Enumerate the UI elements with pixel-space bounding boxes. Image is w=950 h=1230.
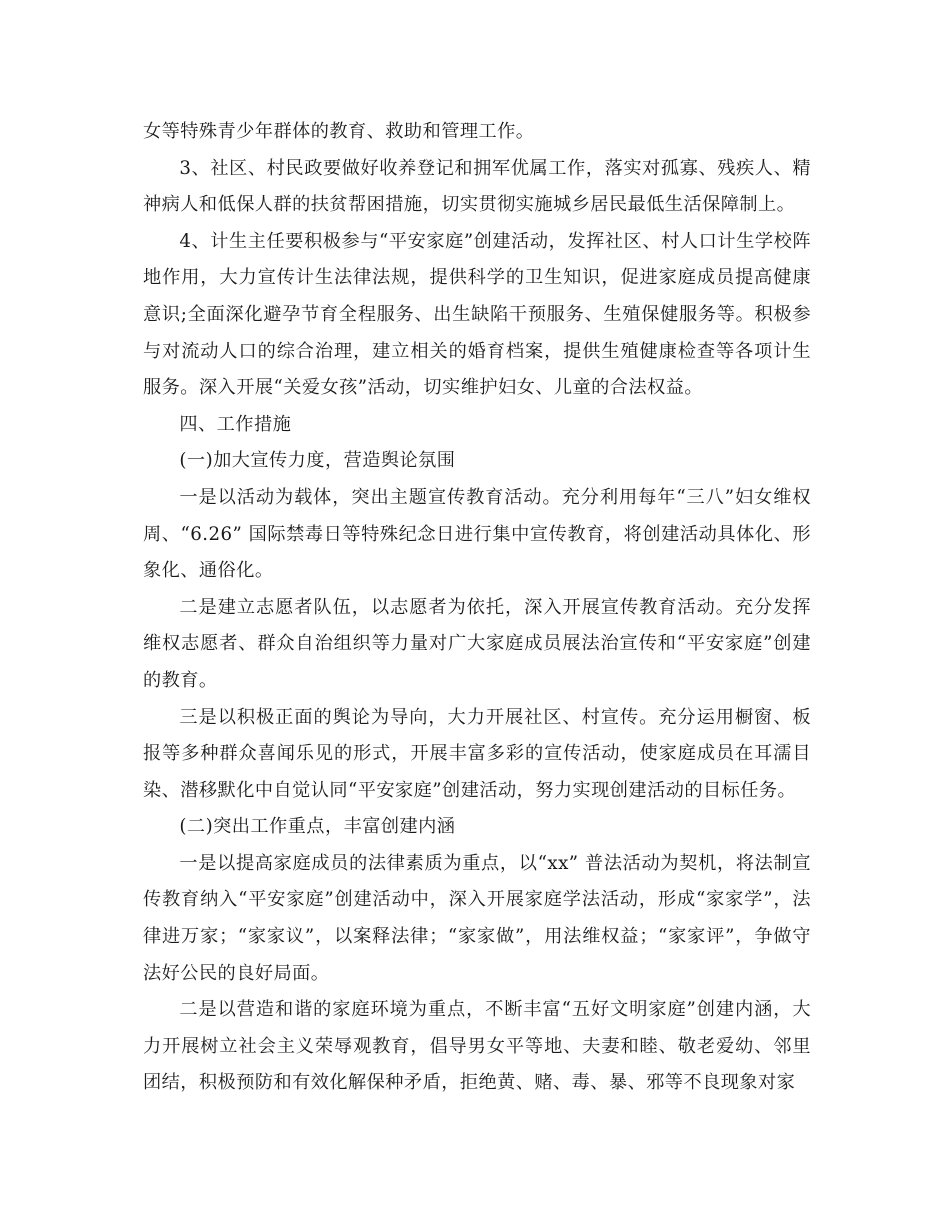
subsection-heading-focus: (二)突出工作重点，丰富创建内涵 bbox=[179, 816, 456, 838]
paragraph-item-4: 4、计生主任要积极参与“平安家庭”创建活动，发挥社区、村人口计生学校阵地作用，大力宣传计生法律法规，提供科学的卫生知识，促进家庭成员提高健康意识;全面深化避孕节育全程服务、出生缺陷干预服务、生殖保健服务等。积极参与对流动人口的综合治理，建立相关的婚育档案，提供生殖健康检查等各项计生服务。深入开展“关爱女孩”活动，切实维护妇女、儿童的合法权益。 bbox=[143, 230, 811, 399]
document-body bbox=[143, 114, 811, 1102]
paragraph-item-3: 3、社区、村民政要做好收养登记和拥军优属工作，落实对孤寡、残疾人、精神病人和低保人群的扶贫帮困措施，切实贯彻实施城乡居民最低生活保障制上。 bbox=[143, 157, 811, 216]
subsection-heading-publicity: (一)加大宣传力度，营造舆论氛围 bbox=[179, 450, 456, 472]
paragraph-continuation: 女等特殊青少年群体的教育、救助和管理工作。 bbox=[143, 121, 535, 142]
section-heading-measures: 四、工作措施 bbox=[179, 413, 292, 435]
paragraph-focus-1: 一是以提高家庭成员的法律素质为重点，以“xx” 普法活动为契机，将法制宣传教育纳入“平安家庭”创建活动中，深入开展家庭学法活动，形成“家家学”，法律进万家；“家家议”，以案释法律；“家家做”，用法维权益；“家家评”，争做守法好公民的良好局面。 bbox=[143, 852, 811, 984]
paragraph-publicity-1: 一是以活动为载体，突出主题宣传教育活动。充分利用每年“三八”妇女维权周、“6.26” 国际禁毒日等特殊纪念日进行集中宣传教育，将创建活动具体化、形象化、通俗化。 bbox=[143, 486, 811, 582]
paragraph-focus-2: 二是以营造和谐的家庭环境为重点，不断丰富“五好文明家庭”创建内涵，大力开展树立社会主义荣辱观教育，倡导男女平等地、夫妻和睦、敬老爱幼、邻里团结，积极预防和有效化解保种矛盾，拒绝黄、赌、毒、暴、邪等不良现象对家 bbox=[143, 999, 811, 1094]
paragraph-publicity-3: 三是以积极正面的舆论为导向，大力开展社区、村宣传。充分运用橱窗、板报等多种群众喜闻乐见的形式，开展丰富多彩的宣传活动，使家庭成员在耳濡目染、潜移默化中自觉认同“平安家庭”创建活动，努力实现创建活动的目标任务。 bbox=[143, 706, 811, 801]
paragraph-publicity-2: 二是建立志愿者队伍，以志愿者为依托，深入开展宣传教育活动。充分发挥维权志愿者、群众自治组织等力量对广大家庭成员展法治宣传和“平安家庭”创建的教育。 bbox=[143, 596, 811, 691]
